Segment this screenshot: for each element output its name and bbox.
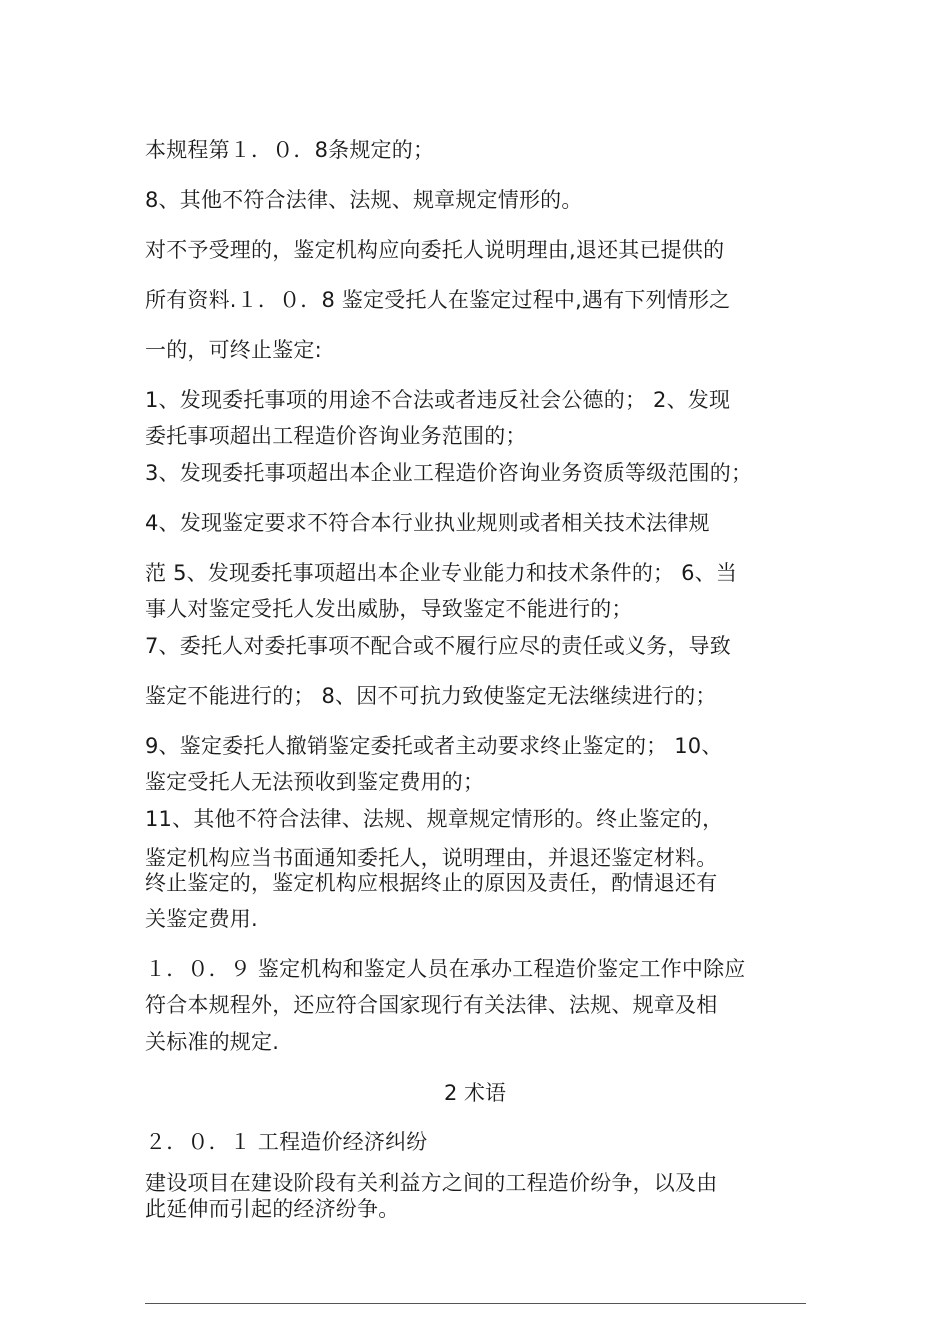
paragraph-line: 9、鉴定委托人撤销鉴定委托或者主动要求终止鉴定的； 10、 (145, 734, 723, 758)
paragraph-line: 一的，可终止鉴定: (145, 338, 322, 362)
paragraph-line: 4、发现鉴定要求不符合本行业执业规则或者相关技术法律规 (145, 511, 710, 535)
paragraph-line: 对不予受理的，鉴定机构应向委托人说明理由,退还其已提供的 (145, 238, 725, 262)
paragraph-line: 鉴定机构应当书面通知委托人，说明理由，并退还鉴定材料。 (145, 846, 718, 870)
paragraph-line: 终止鉴定的，鉴定机构应根据终止的原因及责任，酌情退还有 (145, 871, 718, 895)
paragraph-line: 范 5、发现委托事项超出本企业专业能力和技术条件的； 6、当 (145, 561, 738, 585)
paragraph-line: 7、委托人对委托事项不配合或不履行应尽的责任或义务，导致 (145, 634, 731, 658)
paragraph-line: 11、其他不符合法律、法规、规章规定情形的。终止鉴定的， (145, 807, 724, 831)
paragraph-line: １．０．９ 鉴定机构和鉴定人员在承办工程造价鉴定工作中除应 (145, 957, 746, 981)
paragraph-line: 所有资料.１．０．8 鉴定受托人在鉴定过程中,遇有下列情形之 (145, 288, 731, 312)
paragraph-line: 关标准的规定. (145, 1030, 280, 1054)
footer-divider (145, 1303, 806, 1304)
paragraph-line: 建设项目在建设阶段有关利益方之间的工程造价纷争，以及由 (145, 1171, 718, 1195)
paragraph-line: 事人对鉴定受托人发出威胁，导致鉴定不能进行的； (145, 597, 633, 621)
paragraph-line: 8、其他不符合法律、法规、规章规定情形的。 (145, 188, 583, 212)
paragraph-line: 鉴定受托人无法预收到鉴定费用的； (145, 770, 485, 794)
section-title: 2 术语 (443, 1081, 507, 1105)
paragraph-line: 1、发现委托事项的用途不合法或者违反社会公德的； 2、发现 (145, 388, 731, 412)
term-heading: ２．０．１ 工程造价经济纠纷 (145, 1130, 428, 1154)
paragraph-line: 委托事项超出工程造价咨询业务范围的； (145, 424, 527, 448)
paragraph-line: 本规程第１．０．8条规定的； (145, 138, 435, 162)
paragraph-line: 此延伸而引起的经济纷争。 (145, 1197, 400, 1221)
paragraph-line: 关鉴定费用. (145, 907, 258, 931)
paragraph-line: 鉴定不能进行的； 8、因不可抗力致使鉴定无法继续进行的； (145, 684, 717, 708)
paragraph-line: 符合本规程外，还应符合国家现行有关法律、法规、规章及相 (145, 993, 718, 1017)
paragraph-line: 3、发现委托事项超出本企业工程造价咨询业务资质等级范围的； (145, 461, 753, 485)
